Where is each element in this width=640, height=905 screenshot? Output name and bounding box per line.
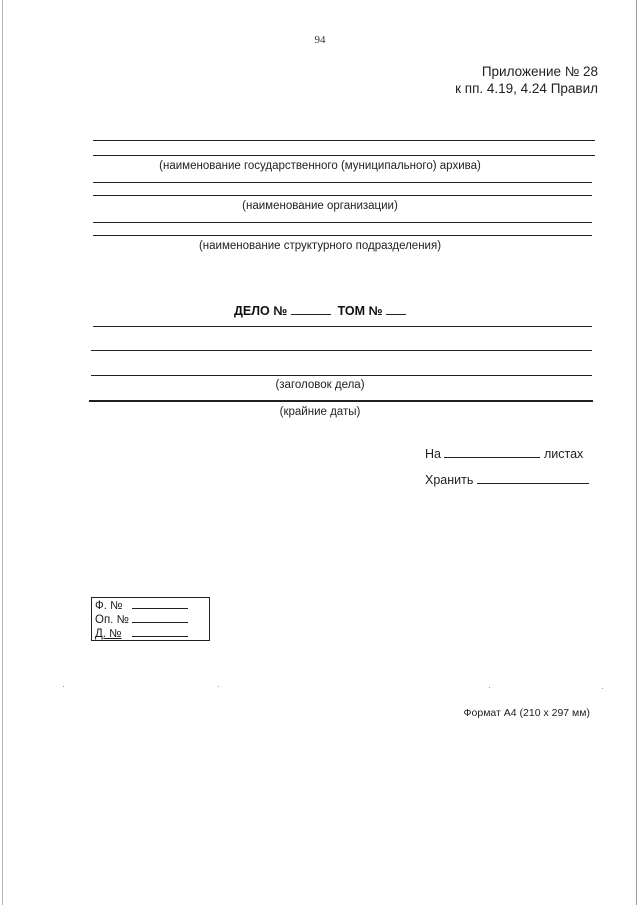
organization-caption: (наименование организации) <box>242 200 398 212</box>
case-title-line-2 <box>91 350 592 351</box>
scan-speck <box>602 688 603 689</box>
inventory-number-blank <box>132 612 188 623</box>
date-range-line <box>89 400 593 402</box>
case-number-row <box>92 626 209 640</box>
retention-field <box>425 472 589 487</box>
organization-line-1 <box>93 182 592 183</box>
fond-number-label: Ф. № <box>95 600 123 612</box>
scan-speck <box>218 686 219 687</box>
archive-name-line-1 <box>93 140 595 141</box>
archive-name-caption: (наименование государственного (муниципального) архива) <box>159 160 481 172</box>
volume-number-label: ТОМ № <box>337 304 383 318</box>
appendix-header <box>455 63 598 97</box>
retention-label: Хранить <box>425 473 474 487</box>
stamp-case-number-label: Д. № <box>95 628 122 640</box>
fond-number-row <box>92 598 209 612</box>
format-note: Формат А4 (210 х 297 мм) <box>463 707 590 719</box>
sheets-count-field <box>425 446 583 461</box>
division-caption: (наименование структурного подразделения) <box>198 240 442 252</box>
case-number-blank <box>291 303 331 315</box>
archive-name-line-2 <box>93 155 595 156</box>
sheets-suffix-label: листах <box>543 447 584 461</box>
organization-line-2 <box>93 195 592 196</box>
division-line-1 <box>93 222 592 223</box>
scan-speck <box>63 686 64 687</box>
stamp-case-number-blank <box>132 626 188 637</box>
volume-number-blank <box>386 303 406 315</box>
case-title-line-1 <box>93 326 592 327</box>
retention-blank <box>477 472 589 484</box>
inventory-number-label: Оп. № <box>95 614 129 626</box>
scan-edge-right <box>636 0 637 905</box>
sheets-prefix-label: На <box>425 447 441 461</box>
case-number-label: ДЕЛО № <box>234 304 288 318</box>
case-title-line-3 <box>91 375 592 376</box>
case-heading <box>0 303 640 318</box>
division-line-2 <box>93 235 592 236</box>
fond-number-blank <box>132 598 188 609</box>
scan-speck <box>489 687 490 688</box>
page-number: 94 <box>314 34 326 46</box>
scan-edge-left <box>2 0 3 905</box>
archive-cipher-box <box>91 597 210 641</box>
inventory-number-row <box>92 612 209 626</box>
date-range-caption: (крайние даты) <box>279 406 361 418</box>
case-title-caption: (заголовок дела) <box>275 379 365 391</box>
appendix-reference: к пп. 4.19, 4.24 Правил <box>455 81 598 96</box>
sheets-count-blank <box>444 446 540 458</box>
appendix-title: Приложение № 28 <box>481 64 598 79</box>
